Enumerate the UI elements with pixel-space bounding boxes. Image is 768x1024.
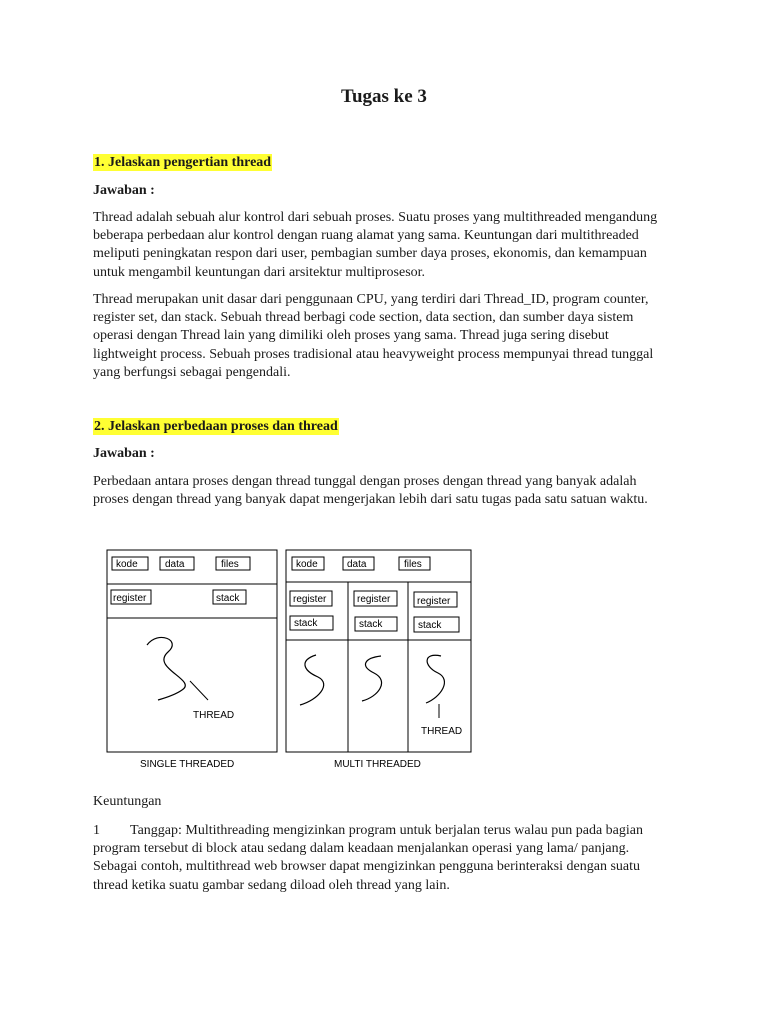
multi-thread-squiggle-2 xyxy=(362,656,382,701)
multi-stack-label-2: stack xyxy=(359,619,383,630)
section-1-paragraph-1: Thread adalah sebuah alur kontrol dari sebuah proses. Suatu proses yang multithreaded mengandung beberapa perbedaan alur kontrol dengan ruang alamat yang sama. Keuntungan dari multithreaded meliputi peningkatan respon dari user, pembagian sumber daya proses, ekonomis, dan kemampuan untuk mengambil keuntungan dari arsitektur multiprosesor. xyxy=(93,210,658,280)
single-threaded-diagram xyxy=(107,550,277,770)
section-2-answer-label: Jawaban : xyxy=(93,446,155,461)
multi-stack-label-1: stack xyxy=(294,618,318,629)
multi-register-label-1: register xyxy=(293,594,327,605)
page-title: Tugas ke 3 xyxy=(341,86,427,107)
multi-threaded-diagram xyxy=(286,550,471,770)
multi-data-label: data xyxy=(347,559,367,570)
section-1-answer-label: Jawaban : xyxy=(93,183,155,198)
single-files-label: files xyxy=(221,559,239,570)
advantage-item-1-number: 1 xyxy=(93,823,100,838)
multi-files-label: files xyxy=(404,559,422,570)
multi-stack-label-3: stack xyxy=(418,620,442,631)
section-2-heading: 2. Jelaskan perbedaan proses dan thread xyxy=(94,419,338,434)
single-thread-squiggle xyxy=(147,637,185,700)
multi-thread-squiggle-3 xyxy=(426,655,444,703)
single-stack-label: stack xyxy=(216,593,240,604)
single-outer-box xyxy=(107,550,277,752)
section-1-paragraph-2: Thread merupakan unit dasar dari penggunaan CPU, yang terdiri dari Thread_ID, program counter, register set, dan stack. Sebuah thread berbagi code section, data section, dan sumber daya sistem operasi dengan Thread lain yang dimiliki oleh proses yang sama. Thread juga sering disebut lightweight process. Sebuah proses tradisional atau heavyweight process mempunyai thread tunggal yang berfungsi sebagai pengendali. xyxy=(93,292,654,380)
advantages-label: Keuntungan xyxy=(93,794,162,809)
multi-register-label-2: register xyxy=(357,594,391,605)
advantage-item-1 xyxy=(93,822,673,895)
single-thread-label: THREAD xyxy=(193,710,235,721)
single-register-label: register xyxy=(113,593,147,604)
section-2-paragraph-1: Perbedaan antara proses dengan thread tunggal dengan proses dengan thread yang banyak adalah proses dengan thread yang banyak dapat mengerjakan lebih dari satu tugas pada satu satuan waktu. xyxy=(93,474,648,508)
multi-threaded-caption: MULTI THREADED xyxy=(334,759,421,770)
multi-outer-box xyxy=(286,550,471,752)
advantage-item-1-text: Tanggap: Multithreading mengizinkan program untuk berjalan terus walau pun pada bagian program tersebut di block atau sedang dalam keadaan menjalankan operasi yang lama/ panjang. Sebagai contoh, multithread web browser dapat mengizinkan pengguna berinteraksi dengan suatu thread ketika suatu gambar sedang diload oleh thread yang lain. xyxy=(93,823,643,893)
single-thread-pointer xyxy=(190,681,208,700)
single-kode-label: kode xyxy=(116,559,138,570)
single-threaded-caption: SINGLE THREADED xyxy=(140,759,235,770)
multi-register-label-3: register xyxy=(417,596,451,607)
multi-kode-label: kode xyxy=(296,559,318,570)
multi-thread-squiggle-1 xyxy=(300,655,324,705)
section-1-heading: 1. Jelaskan pengertian thread xyxy=(94,155,272,170)
multi-thread-label: THREAD xyxy=(421,726,463,737)
single-data-label: data xyxy=(165,559,185,570)
